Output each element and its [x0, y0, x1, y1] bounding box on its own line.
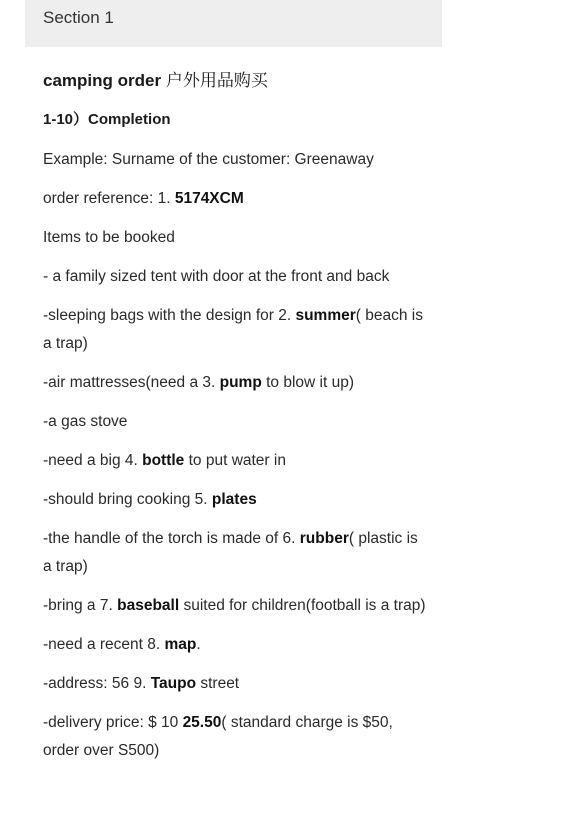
line-text: -the handle of the torch is made of 6. — [43, 530, 300, 547]
line-text: -a gas stove — [43, 413, 128, 430]
line-text: Items to be booked — [43, 229, 175, 246]
line-text-after: suited for children(football is a trap) — [179, 597, 426, 614]
line-text: order reference: 1. — [43, 190, 175, 207]
line-text: -need a recent 8. — [43, 636, 165, 653]
question-line — [43, 670, 428, 698]
answer-text: plates — [211, 491, 257, 508]
answer-text: baseball — [117, 597, 180, 614]
document-subtitle: 1-10）Completion — [43, 111, 171, 128]
line-text-after: to put water in — [184, 452, 286, 469]
line-text-after: ( beach is a trap) — [43, 307, 423, 352]
question-line — [43, 185, 428, 213]
section-title: Section 1 — [43, 8, 114, 27]
answer-text: bottle — [142, 452, 185, 469]
question-line — [43, 146, 428, 174]
question-line — [43, 224, 428, 252]
question-line — [43, 709, 428, 765]
answer-text: summer — [295, 307, 356, 324]
document-title-en: camping order — [43, 71, 162, 90]
line-text: -delivery price: $ 10 — [43, 714, 183, 731]
line-text: -sleeping bags with the design for 2. — [43, 307, 296, 324]
question-line — [43, 369, 428, 397]
question-line — [43, 592, 428, 620]
line-text: - a family sized tent with door at the front and back — [43, 268, 390, 285]
answer-text: rubber — [299, 530, 349, 547]
document-title-zh: 户外用品购买 — [165, 71, 268, 90]
line-text-after: street — [196, 675, 240, 692]
line-text: Example: Surname of the customer: Greenaway — [43, 151, 374, 168]
line-text: -bring a 7. — [43, 597, 118, 614]
question-line — [43, 263, 428, 291]
section-header — [25, 0, 442, 47]
question-line — [43, 525, 428, 581]
question-line — [43, 408, 428, 436]
answer-text: 25.50 — [182, 714, 222, 731]
question-line — [43, 447, 428, 475]
question-line — [43, 631, 428, 659]
line-text: -air mattresses(need a 3. — [43, 374, 220, 391]
document-title — [43, 66, 428, 91]
answer-text: Taupo — [150, 675, 197, 692]
question-line — [43, 302, 428, 358]
line-text-after: to blow it up) — [261, 374, 354, 391]
line-text-after: ( plastic is a trap) — [43, 530, 418, 575]
answer-text: map — [164, 636, 197, 653]
line-text-after: ( standard charge is $50, order over S500) — [43, 714, 393, 759]
answer-text: pump — [219, 374, 262, 391]
document-content — [43, 66, 428, 776]
line-text: -need a big 4. — [43, 452, 143, 469]
line-text: -address: 56 9. — [43, 675, 151, 692]
line-text: -should bring cooking 5. — [43, 491, 212, 508]
line-text-after: . — [196, 636, 201, 653]
question-line — [43, 486, 428, 514]
question-list — [43, 146, 428, 765]
answer-text: 5174XCM — [174, 190, 244, 207]
